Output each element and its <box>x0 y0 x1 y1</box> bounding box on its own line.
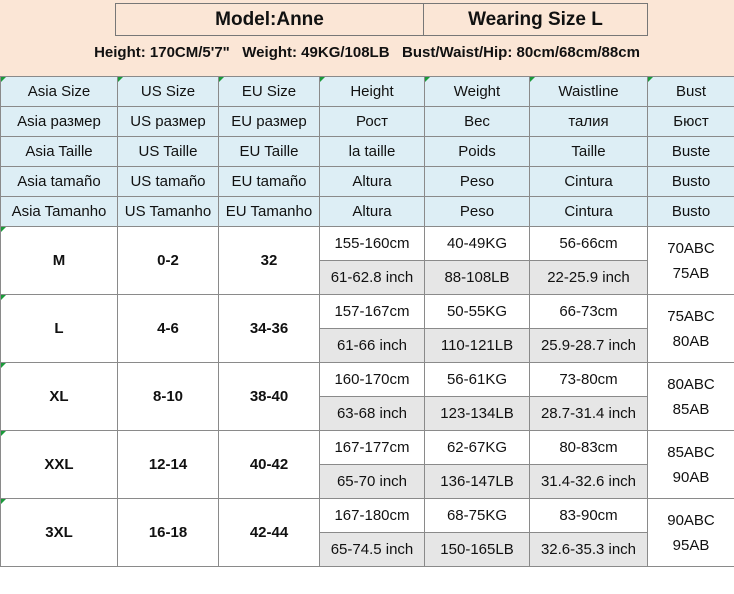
height-header: Altura <box>320 197 425 227</box>
height-header: la taille <box>320 137 425 167</box>
us-size: 16-18 <box>118 499 219 567</box>
weight-header: Peso <box>425 197 530 227</box>
height-inch: 61-66 inch <box>320 329 425 363</box>
language-header-row <box>1 137 734 167</box>
weight-lb: 110-121LB <box>425 329 530 363</box>
asia-size-header: Asia tamaño <box>1 167 118 197</box>
bust-size <box>648 227 734 295</box>
us-size-header: US размер <box>118 107 219 137</box>
bust-size <box>648 363 734 431</box>
bust-size-1: 75ABC <box>667 307 715 325</box>
eu-size-header: EU Size <box>219 77 320 107</box>
asia-size: M <box>1 227 118 295</box>
eu-size: 42-44 <box>219 499 320 567</box>
language-header-row <box>1 77 734 107</box>
bust-header: Buste <box>648 137 734 167</box>
waistline-header: Taille <box>530 137 648 167</box>
bust-size <box>648 499 734 567</box>
eu-size-header: EU tamaño <box>219 167 320 197</box>
asia-size: 3XL <box>1 499 118 567</box>
bust-size-2: 80AB <box>672 332 710 350</box>
eu-size: 40-42 <box>219 431 320 499</box>
weight-header: Weight <box>425 77 530 107</box>
height-cm: 155-160cm <box>320 227 425 261</box>
waist-inch: 25.9-28.7 inch <box>530 329 648 363</box>
bust-size <box>648 431 734 499</box>
asia-size-header: Asia Size <box>1 77 118 107</box>
waistline-header: Waistline <box>530 77 648 107</box>
height-header: Altura <box>320 167 425 197</box>
asia-size-header: Asia Taille <box>1 137 118 167</box>
bust-size-1: 85ABC <box>667 443 715 461</box>
us-size: 8-10 <box>118 363 219 431</box>
height-inch: 65-70 inch <box>320 465 425 499</box>
weight-lb: 150-165LB <box>425 533 530 567</box>
height-inch: 61-62.8 inch <box>320 261 425 295</box>
size-row <box>1 431 734 465</box>
bust-size-1: 80ABC <box>667 375 715 393</box>
bust-size <box>648 295 734 363</box>
asia-size: XXL <box>1 431 118 499</box>
bust-size-2: 90AB <box>672 468 710 486</box>
asia-size: L <box>1 295 118 363</box>
us-size-header: US Tamanho <box>118 197 219 227</box>
weight-lb: 136-147LB <box>425 465 530 499</box>
weight-header: Вес <box>425 107 530 137</box>
bust-header: Busto <box>648 167 734 197</box>
bust-header: Bust <box>648 77 734 107</box>
weight-kg: 62-67KG <box>425 431 530 465</box>
waist-inch: 32.6-35.3 inch <box>530 533 648 567</box>
waistline-header: талия <box>530 107 648 137</box>
model-header <box>0 0 734 76</box>
size-row <box>1 499 734 533</box>
asia-size-header: Asia размер <box>1 107 118 137</box>
size-row <box>1 363 734 397</box>
weight-kg: 40-49KG <box>425 227 530 261</box>
us-size: 0-2 <box>118 227 219 295</box>
weight-kg: 68-75KG <box>425 499 530 533</box>
language-header-row <box>1 197 734 227</box>
weight-lb: 123-134LB <box>425 397 530 431</box>
waist-inch: 22-25.9 inch <box>530 261 648 295</box>
height-cm: 160-170cm <box>320 363 425 397</box>
bust-size-1: 70ABC <box>667 239 715 257</box>
weight-kg: 56-61KG <box>425 363 530 397</box>
waist-cm: 80-83cm <box>530 431 648 465</box>
height-cm: 157-167cm <box>320 295 425 329</box>
height-cm: 167-177cm <box>320 431 425 465</box>
bust-header: Busto <box>648 197 734 227</box>
waist-cm: 73-80cm <box>530 363 648 397</box>
waist-inch: 31.4-32.6 inch <box>530 465 648 499</box>
waistline-header: Cintura <box>530 197 648 227</box>
eu-size-header: EU Taille <box>219 137 320 167</box>
height-inch: 63-68 inch <box>320 397 425 431</box>
waistline-header: Cintura <box>530 167 648 197</box>
height-cm: 167-180cm <box>320 499 425 533</box>
us-size-header: US tamaño <box>118 167 219 197</box>
us-size: 12-14 <box>118 431 219 499</box>
asia-size: XL <box>1 363 118 431</box>
weight-header: Poids <box>425 137 530 167</box>
bust-size-2: 95AB <box>672 536 710 554</box>
waist-cm: 56-66cm <box>530 227 648 261</box>
asia-size-header: Asia Tamanho <box>1 197 118 227</box>
bust-size-1: 90ABC <box>667 511 715 529</box>
bust-size-2: 85AB <box>672 400 710 418</box>
bust-size-2: 75AB <box>672 264 710 282</box>
height-header: Рост <box>320 107 425 137</box>
model-name: Model:Anne <box>115 3 424 36</box>
model-measurements: Height: 170CM/5'7" Weight: 49KG/108LB Bust/Waist/Hip: 80cm/68cm/88cm <box>94 44 640 61</box>
size-row <box>1 227 734 261</box>
eu-size-header: EU размер <box>219 107 320 137</box>
weight-kg: 50-55KG <box>425 295 530 329</box>
eu-size-header: EU Tamanho <box>219 197 320 227</box>
height-inch: 65-74.5 inch <box>320 533 425 567</box>
eu-size: 38-40 <box>219 363 320 431</box>
us-size: 4-6 <box>118 295 219 363</box>
size-row <box>1 295 734 329</box>
eu-size: 32 <box>219 227 320 295</box>
language-header-row <box>1 107 734 137</box>
waist-cm: 83-90cm <box>530 499 648 533</box>
waist-cm: 66-73cm <box>530 295 648 329</box>
weight-lb: 88-108LB <box>425 261 530 295</box>
waist-inch: 28.7-31.4 inch <box>530 397 648 431</box>
us-size-header: US Taille <box>118 137 219 167</box>
wearing-size: Wearing Size L <box>423 3 648 36</box>
eu-size: 34-36 <box>219 295 320 363</box>
size-chart-table <box>0 76 734 567</box>
bust-header: Бюст <box>648 107 734 137</box>
height-header: Height <box>320 77 425 107</box>
weight-header: Peso <box>425 167 530 197</box>
language-header-row <box>1 167 734 197</box>
us-size-header: US Size <box>118 77 219 107</box>
